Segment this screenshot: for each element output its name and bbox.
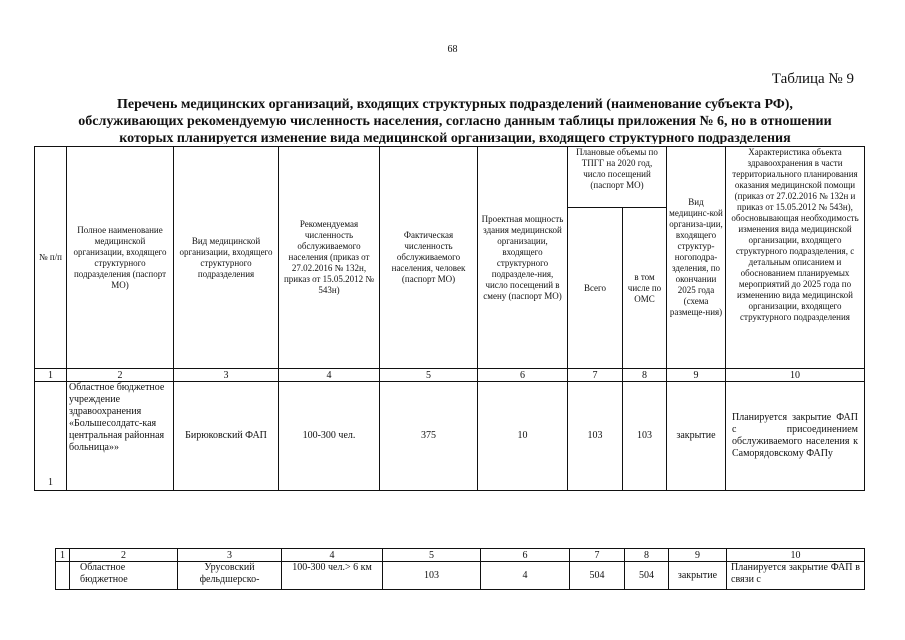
row-total: 504 xyxy=(570,562,625,590)
column-number: 10 xyxy=(726,369,865,382)
column-number: 3 xyxy=(178,549,282,562)
header-recommended: Рекомендуемая численность обслуживаемого населения (приказ от 27.02.2016 № 132н, приказ от 15.05.2012 № 543н) xyxy=(279,147,380,369)
title-line-1: Перечень медицинских организаций, входящих структурных подразделений (наименование субъекта РФ), xyxy=(117,97,793,112)
document-title xyxy=(40,96,870,144)
header-planned-volumes: Плановые объемы по ТПГГ на 2020 год, число посещений (паспорт МО) xyxy=(568,147,667,208)
row-kind: Бирюковский ФАП xyxy=(174,382,279,491)
table-row xyxy=(35,382,865,491)
row-number: 1 xyxy=(35,382,67,491)
header-oms: в том числе по ОМС xyxy=(623,208,667,369)
row-oms: 504 xyxy=(625,562,669,590)
row-characteristic: Планируется закрытие ФАП с присоединением обслуживаемого населения к Саморядовскому ФАПу xyxy=(726,382,865,491)
column-number: 6 xyxy=(478,369,568,382)
row-org-name: Областное бюджетное учреждение здравоохранения «Большесолдатс-кая центральная районная больница»» xyxy=(67,382,174,491)
table-label: Таблица № 9 xyxy=(771,71,854,87)
row-capacity: 4 xyxy=(481,562,570,590)
column-number: 4 xyxy=(282,549,383,562)
header-characteristic: Характеристика объекта здравоохранения в части территориального планирования оказания медицинской помощи (приказ от 27.02.2016 № 132н и приказ от 15.05.2012 № 543н), обосновывающая необходимость изменения вида медицинской организации, входящего структурного подразделения, с детальным описанием и обоснованием планируемых мероприятий до 2025 года по изменению вида медицинской организации, входящего структурного подразделения xyxy=(726,147,865,369)
column-number: 10 xyxy=(727,549,865,562)
header-kind-2025: Вид медицинс-кой организа-ции, входящего структур-ногоподра-зделения, по окончании 2025 года (схема размеще-ния) xyxy=(667,147,726,369)
page-number: 68 xyxy=(447,44,458,55)
title-line-2: обслуживающих рекомендуемую численность населения, согласно данным таблицы приложения № 6, но в отношении xyxy=(78,114,832,129)
column-number: 7 xyxy=(568,369,623,382)
header-total: Всего xyxy=(568,208,623,369)
organizations-table xyxy=(34,146,865,491)
column-number: 5 xyxy=(383,549,481,562)
row-kind-2025: закрытие xyxy=(669,562,727,590)
column-number: 9 xyxy=(667,369,726,382)
column-number: 4 xyxy=(279,369,380,382)
row-capacity: 10 xyxy=(478,382,568,491)
row-total: 103 xyxy=(568,382,623,491)
row-oms: 103 xyxy=(623,382,667,491)
row-org-name: Областное бюджетное xyxy=(70,562,178,590)
header-full-name: Полное наименование медицинской организации, входящего структурного подразделения (паспорт МО) xyxy=(67,147,174,369)
row-actual: 375 xyxy=(380,382,478,491)
header-num: № п/п xyxy=(35,147,67,369)
continuation-column-numbers-row xyxy=(56,549,865,562)
title-line-3: которых планируется изменение вида медицинской организации, входящего структурного подразделения xyxy=(119,131,791,144)
row-actual: 103 xyxy=(383,562,481,590)
header-kind: Вид медицинской организации, входящего структурного подразделения xyxy=(174,147,279,369)
row-characteristic: Планируется закрытие ФАП в связи с xyxy=(727,562,865,590)
row-recommended: 100-300 чел. xyxy=(279,382,380,491)
column-number: 2 xyxy=(67,369,174,382)
continuation-table xyxy=(55,548,865,590)
column-number: 5 xyxy=(380,369,478,382)
column-number: 1 xyxy=(56,549,70,562)
row-recommended: 100-300 чел.> 6 км xyxy=(282,562,383,590)
table-row xyxy=(56,562,865,590)
column-number: 7 xyxy=(570,549,625,562)
column-number: 6 xyxy=(481,549,570,562)
row-kind-2025: закрытие xyxy=(667,382,726,491)
row-number-empty xyxy=(56,562,70,590)
column-number: 8 xyxy=(625,549,669,562)
header-actual: Фактическая численность обслуживаемого населения, человек (паспорт МО) xyxy=(380,147,478,369)
column-number: 1 xyxy=(35,369,67,382)
column-numbers-row xyxy=(35,369,865,382)
column-number: 8 xyxy=(623,369,667,382)
column-number: 3 xyxy=(174,369,279,382)
column-number: 9 xyxy=(669,549,727,562)
header-capacity: Проектная мощность здания медицинской организации, входящего структурного подразделе-ния, число посещений в смену (паспорт МО) xyxy=(478,147,568,369)
row-kind: Урусовский фельдшерско- xyxy=(178,562,282,590)
column-number: 2 xyxy=(70,549,178,562)
